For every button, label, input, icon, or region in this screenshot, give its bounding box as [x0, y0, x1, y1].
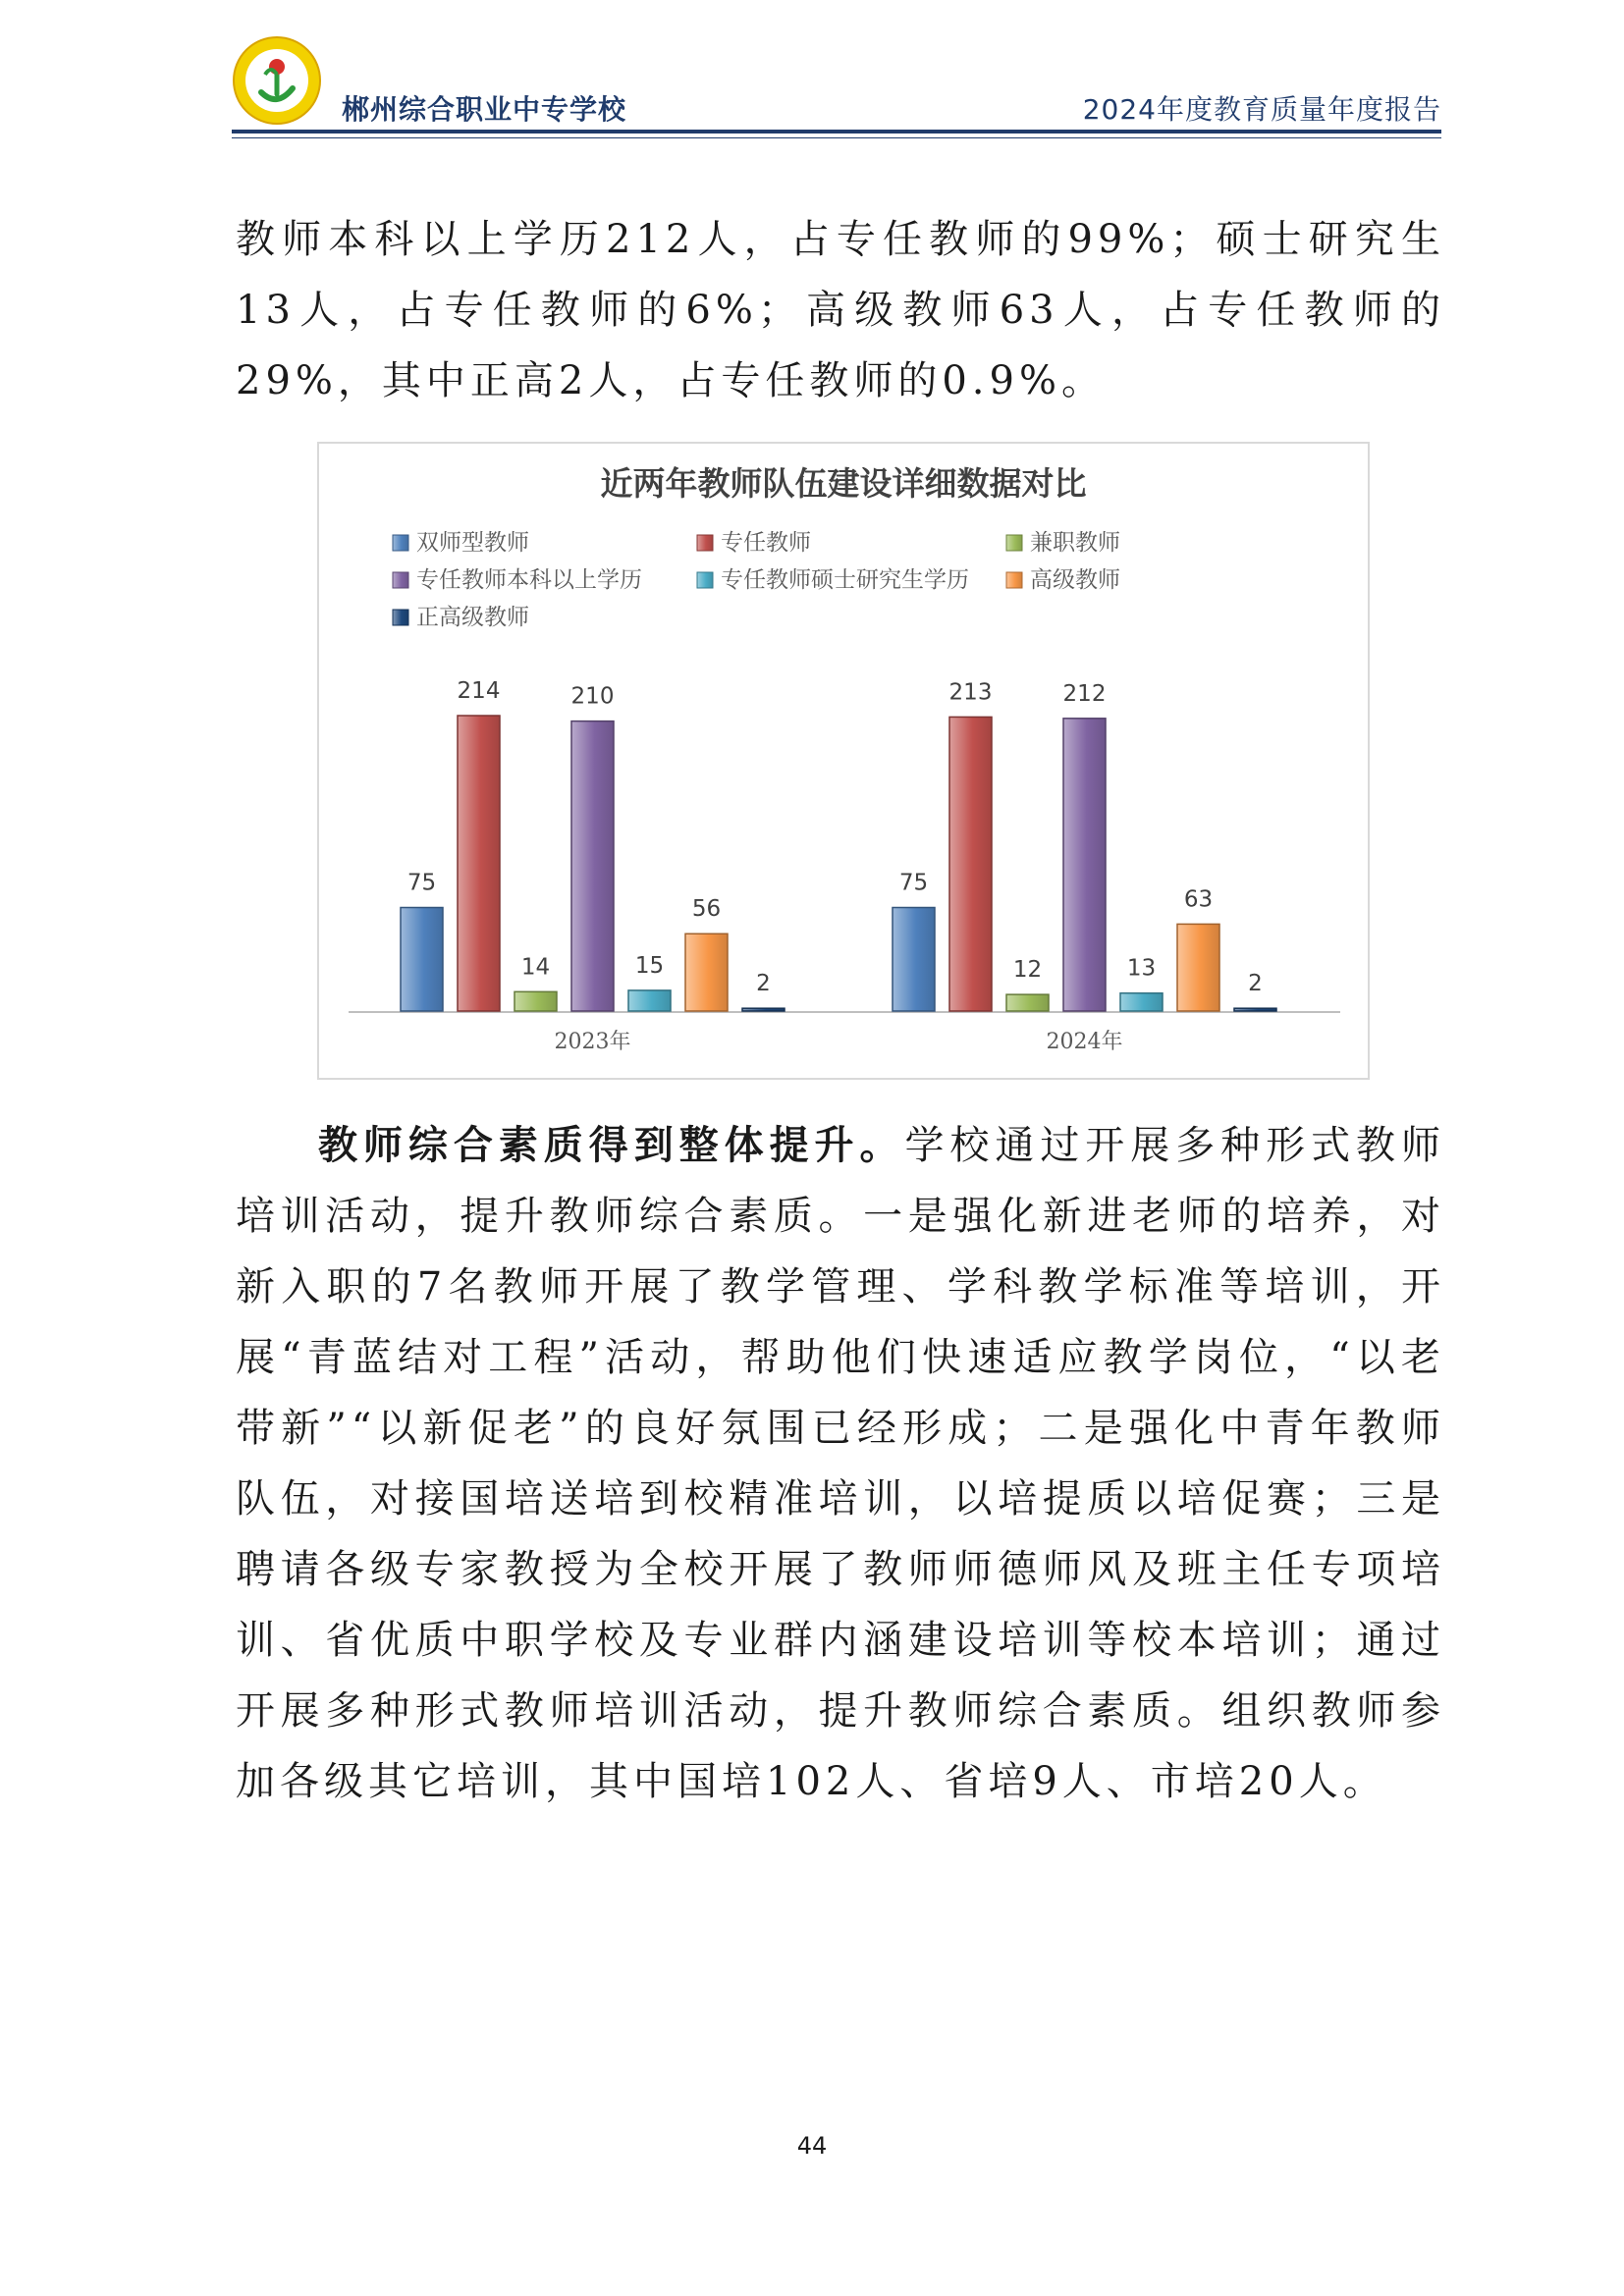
school-name: 郴州综合职业中专学校 — [342, 93, 627, 126]
bar — [685, 934, 728, 1011]
page-number: 44 — [796, 2132, 828, 2160]
legend-swatch — [697, 572, 713, 588]
bar — [742, 1008, 785, 1011]
legend-label: 专任教师硕士研究生学历 — [721, 567, 969, 593]
legend-swatch — [1006, 535, 1022, 551]
data-label: 214 — [457, 678, 501, 704]
legend-label: 双师型教师 — [416, 530, 529, 556]
data-label: 2 — [1248, 971, 1263, 997]
legend-label: 正高级教师 — [416, 605, 529, 630]
data-label: 56 — [691, 896, 722, 923]
bar — [893, 908, 935, 1011]
bar — [571, 721, 614, 1011]
chart-canvas — [319, 444, 1368, 1078]
legend-label: 专任教师本科以上学历 — [416, 567, 642, 593]
data-label: 13 — [1126, 955, 1157, 982]
category-label: 2024年 — [1046, 1030, 1123, 1054]
header-rule — [232, 130, 1441, 133]
legend-swatch — [1006, 572, 1022, 588]
legend-swatch — [393, 572, 408, 588]
paragraph-education-stats: 教师本科以上学历212人，占专任教师的99%；硕士研究生13人，占专任教师的6%；高级教师63人，占专任教师的29%，其中正高2人，占专任教师的0.9%。 — [236, 217, 1445, 403]
data-label: 12 — [1012, 957, 1043, 984]
bar — [401, 908, 443, 1011]
legend-label: 兼职教师 — [1030, 530, 1120, 556]
teacher-comparison-chart — [317, 442, 1370, 1080]
bar — [1234, 1008, 1276, 1011]
data-label: 63 — [1183, 886, 1214, 913]
data-label: 75 — [406, 870, 437, 896]
report-title: 2024年度教育质量年度报告 — [1082, 93, 1441, 126]
data-label: 14 — [520, 954, 551, 981]
data-label: 212 — [1062, 680, 1107, 707]
bar — [1063, 719, 1106, 1011]
legend-label: 专任教师 — [721, 530, 811, 556]
bar — [1120, 993, 1163, 1011]
bar — [458, 716, 500, 1011]
bar — [1177, 924, 1219, 1011]
bar — [514, 991, 557, 1011]
legend-swatch — [393, 610, 408, 625]
data-label: 210 — [570, 683, 615, 710]
data-label: 2 — [756, 971, 771, 997]
chart-title: 近两年教师队伍建设详细数据对比 — [600, 464, 1087, 503]
paragraph-teacher-training — [236, 1110, 1445, 1817]
bar — [1006, 994, 1049, 1011]
legend-label: 高级教师 — [1030, 567, 1120, 593]
data-label: 15 — [634, 952, 665, 979]
paragraph-lead: 教师综合素质得到整体提升。 — [318, 1122, 905, 1168]
data-label: 75 — [898, 870, 929, 896]
data-label: 213 — [948, 679, 993, 706]
legend-swatch — [393, 535, 408, 551]
header-rule-thin — [232, 137, 1441, 138]
bar — [949, 717, 992, 1011]
paragraph-body: 学校通过开展多种形式教师培训活动，提升教师综合素质。一是强化新进老师的培养，对新入职的7名教师开展了教学管理、学科教学标准等培训，开展“青蓝结对工程”活动，帮助他们快速适应教学岗位，“以老带新”“以新促老”的良好氛围已经形成；二是强化中青年教师队伍，对接国培送培到校精准培训，以培提质以培促赛；三是聘请各级专家教授为全校开展了教师师德师风及班主任专项培训、省优质中职学校及专业群内涵建设培训等校本培训；通过开展多种形式教师培训活动，提升教师综合素质。组织教师参加各级其它培训，其中国培102人、省培9人、市培20人。 — [236, 1123, 1446, 1804]
page-header — [232, 29, 1441, 137]
bar — [628, 990, 671, 1011]
school-logo — [232, 35, 322, 126]
legend-swatch — [697, 535, 713, 551]
category-label: 2023年 — [554, 1030, 631, 1054]
